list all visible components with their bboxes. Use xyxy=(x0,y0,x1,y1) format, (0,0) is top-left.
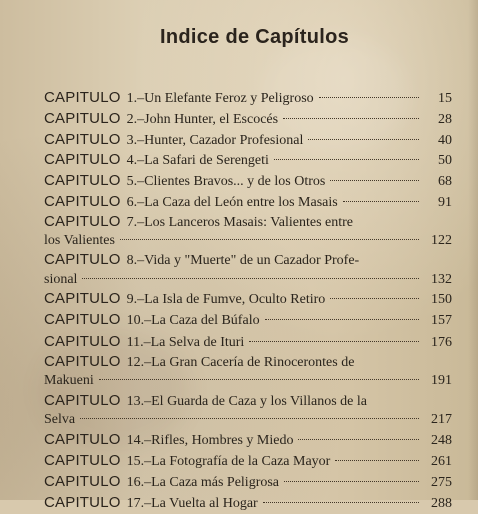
page-number: 132 xyxy=(431,271,452,287)
chapter-number: 10. xyxy=(126,312,145,328)
toc-entry-15 xyxy=(44,451,452,472)
chapter-number: 15. xyxy=(126,453,145,469)
toc-entry-main-line xyxy=(44,493,452,514)
toc-entry-3 xyxy=(44,130,452,151)
toc-entry-main-line xyxy=(44,392,452,412)
toc-entry-continuation-line xyxy=(44,271,452,290)
chapter-title-continuation: sional xyxy=(44,271,78,287)
chapter-label: CAPITULO xyxy=(44,212,121,230)
page-title: Indice de Capítulos xyxy=(160,26,350,48)
chapter-number: 9. xyxy=(126,292,138,308)
toc-entry-main-line xyxy=(44,251,452,271)
dot-leader xyxy=(335,460,419,461)
chapter-label: CAPITULO xyxy=(44,109,121,127)
dot-leader xyxy=(265,319,419,320)
chapter-title: –Hunter, Cazador Profesional xyxy=(137,132,304,148)
toc-entry-6 xyxy=(44,192,452,213)
dot-leader xyxy=(330,298,419,299)
chapter-title: –La Fotografía de la Caza Mayor xyxy=(144,453,331,469)
toc-entry-16 xyxy=(44,472,452,493)
chapter-title-continuation: los Valientes xyxy=(44,233,115,249)
page-number: 248 xyxy=(431,432,452,448)
toc-entry-11 xyxy=(44,332,452,353)
right-edge-shadow xyxy=(468,0,478,500)
toc-entry-main-line xyxy=(44,150,452,171)
chapter-title: –Los Lanceros Masais: Valientes entre xyxy=(137,214,354,230)
toc-entry-main-line xyxy=(44,289,452,310)
page-number: 275 xyxy=(431,474,452,490)
page-number: 91 xyxy=(438,194,452,210)
dot-leader xyxy=(99,379,419,380)
chapter-label: CAPITULO xyxy=(44,192,121,210)
chapter-title: –La Vuelta al Hogar xyxy=(144,496,258,512)
toc-entry-main-line xyxy=(44,430,452,451)
chapter-title: –La Selva de Ituri xyxy=(143,334,245,350)
toc-entry-main-line xyxy=(44,353,452,373)
toc-entry-14 xyxy=(44,430,452,451)
dot-leader xyxy=(82,278,419,279)
toc-entry-7 xyxy=(44,213,452,251)
chapter-title: –La Caza más Peligrosa xyxy=(144,474,280,490)
chapter-label: CAPITULO xyxy=(44,494,121,512)
page-number: 150 xyxy=(431,292,452,308)
chapter-label: CAPITULO xyxy=(44,151,121,169)
dot-leader xyxy=(330,180,419,181)
chapter-number: 2. xyxy=(126,111,138,127)
chapter-title-continuation: Makueni xyxy=(44,373,94,389)
chapter-title: –Un Elefante Feroz y Peligroso xyxy=(137,91,314,106)
chapter-label: CAPITULO xyxy=(44,472,121,490)
dot-leader xyxy=(283,118,419,119)
chapter-index xyxy=(44,88,452,514)
dot-leader xyxy=(319,97,419,98)
toc-entry-8 xyxy=(44,251,452,289)
page-number: 176 xyxy=(431,334,452,350)
chapter-title: –John Hunter, el Escocés xyxy=(137,111,279,127)
dot-leader xyxy=(80,418,419,419)
toc-entry-1 xyxy=(44,88,452,109)
chapter-number: 8. xyxy=(126,252,138,268)
chapter-label: CAPITULO xyxy=(44,451,121,469)
dot-leader xyxy=(274,159,419,160)
chapter-number: 4. xyxy=(126,153,138,169)
page-number: 157 xyxy=(431,312,452,328)
chapter-number: 13. xyxy=(126,393,145,409)
toc-entry-continuation-line xyxy=(44,411,452,430)
toc-entry-5 xyxy=(44,171,452,192)
chapter-number: 5. xyxy=(126,174,138,190)
toc-entry-9 xyxy=(44,289,452,310)
chapter-number: 6. xyxy=(126,194,138,210)
chapter-label: CAPITULO xyxy=(44,332,121,350)
chapter-label: CAPITULO xyxy=(44,352,121,370)
chapter-number: 11. xyxy=(126,334,144,350)
chapter-label: CAPITULO xyxy=(44,290,121,308)
dot-leader xyxy=(120,239,419,240)
page-number: 288 xyxy=(431,496,452,512)
toc-entry-2 xyxy=(44,109,452,130)
dot-leader xyxy=(298,439,419,440)
chapter-title: –La Caza del León entre los Masais xyxy=(137,194,338,210)
chapter-label: CAPITULO xyxy=(44,172,121,190)
toc-entry-continuation-line xyxy=(44,372,452,391)
page-number: 15 xyxy=(438,91,452,106)
chapter-number: 12. xyxy=(126,354,145,370)
page-number: 217 xyxy=(431,412,452,428)
toc-entry-main-line xyxy=(44,472,452,493)
chapter-label: CAPITULO xyxy=(44,250,121,268)
page-number: 50 xyxy=(438,153,452,169)
chapter-title: –La Safari de Serengeti xyxy=(137,153,269,169)
page-number: 122 xyxy=(431,233,452,249)
chapter-number: 17. xyxy=(126,496,145,512)
chapter-title: –El Guarda de Caza y los Villanos de la xyxy=(144,393,367,409)
chapter-label: CAPITULO xyxy=(44,391,121,409)
toc-entry-10 xyxy=(44,310,452,331)
toc-entry-main-line xyxy=(44,192,452,213)
chapter-title: –La Isla de Fumve, Oculto Retiro xyxy=(137,292,326,308)
toc-entry-continuation-line xyxy=(44,232,452,251)
page-number: 68 xyxy=(438,174,452,190)
toc-entry-main-line xyxy=(44,171,452,192)
page-number: 191 xyxy=(431,373,452,389)
chapter-number: 1. xyxy=(126,91,138,106)
toc-entry-13 xyxy=(44,392,452,430)
toc-entry-main-line xyxy=(44,213,452,233)
toc-entry-12 xyxy=(44,353,452,391)
chapter-title-continuation: Selva xyxy=(44,412,76,428)
toc-entry-main-line xyxy=(44,88,452,109)
toc-entry-main-line xyxy=(44,109,452,130)
chapter-number: 7. xyxy=(126,214,138,230)
dot-leader xyxy=(308,139,419,140)
chapter-title: –Rifles, Hombres y Miedo xyxy=(144,432,294,448)
chapter-label: CAPITULO xyxy=(44,310,121,328)
toc-entry-17 xyxy=(44,493,452,514)
chapter-label: CAPITULO xyxy=(44,430,121,448)
toc-entry-main-line xyxy=(44,310,452,331)
chapter-number: 3. xyxy=(126,132,138,148)
chapter-title: –Clientes Bravos... y de los Otros xyxy=(137,174,326,190)
chapter-title: –La Gran Cacería de Rinocerontes de xyxy=(144,354,355,370)
dot-leader xyxy=(343,201,419,202)
dot-leader xyxy=(263,502,419,503)
chapter-label: CAPITULO xyxy=(44,89,121,106)
toc-entry-main-line xyxy=(44,130,452,151)
dot-leader xyxy=(284,481,419,482)
chapter-title: –Vida y "Muerte" de un Cazador Profe- xyxy=(137,252,360,268)
page-number: 40 xyxy=(438,132,452,148)
chapter-number: 16. xyxy=(126,474,145,490)
toc-entry-main-line xyxy=(44,451,452,472)
chapter-label: CAPITULO xyxy=(44,130,121,148)
toc-entry-4 xyxy=(44,150,452,171)
page-number: 28 xyxy=(438,111,452,127)
page-number: 261 xyxy=(431,453,452,469)
toc-entry-main-line xyxy=(44,332,452,353)
chapter-title: –La Caza del Búfalo xyxy=(144,312,260,328)
dot-leader xyxy=(249,341,419,342)
chapter-number: 14. xyxy=(126,432,145,448)
